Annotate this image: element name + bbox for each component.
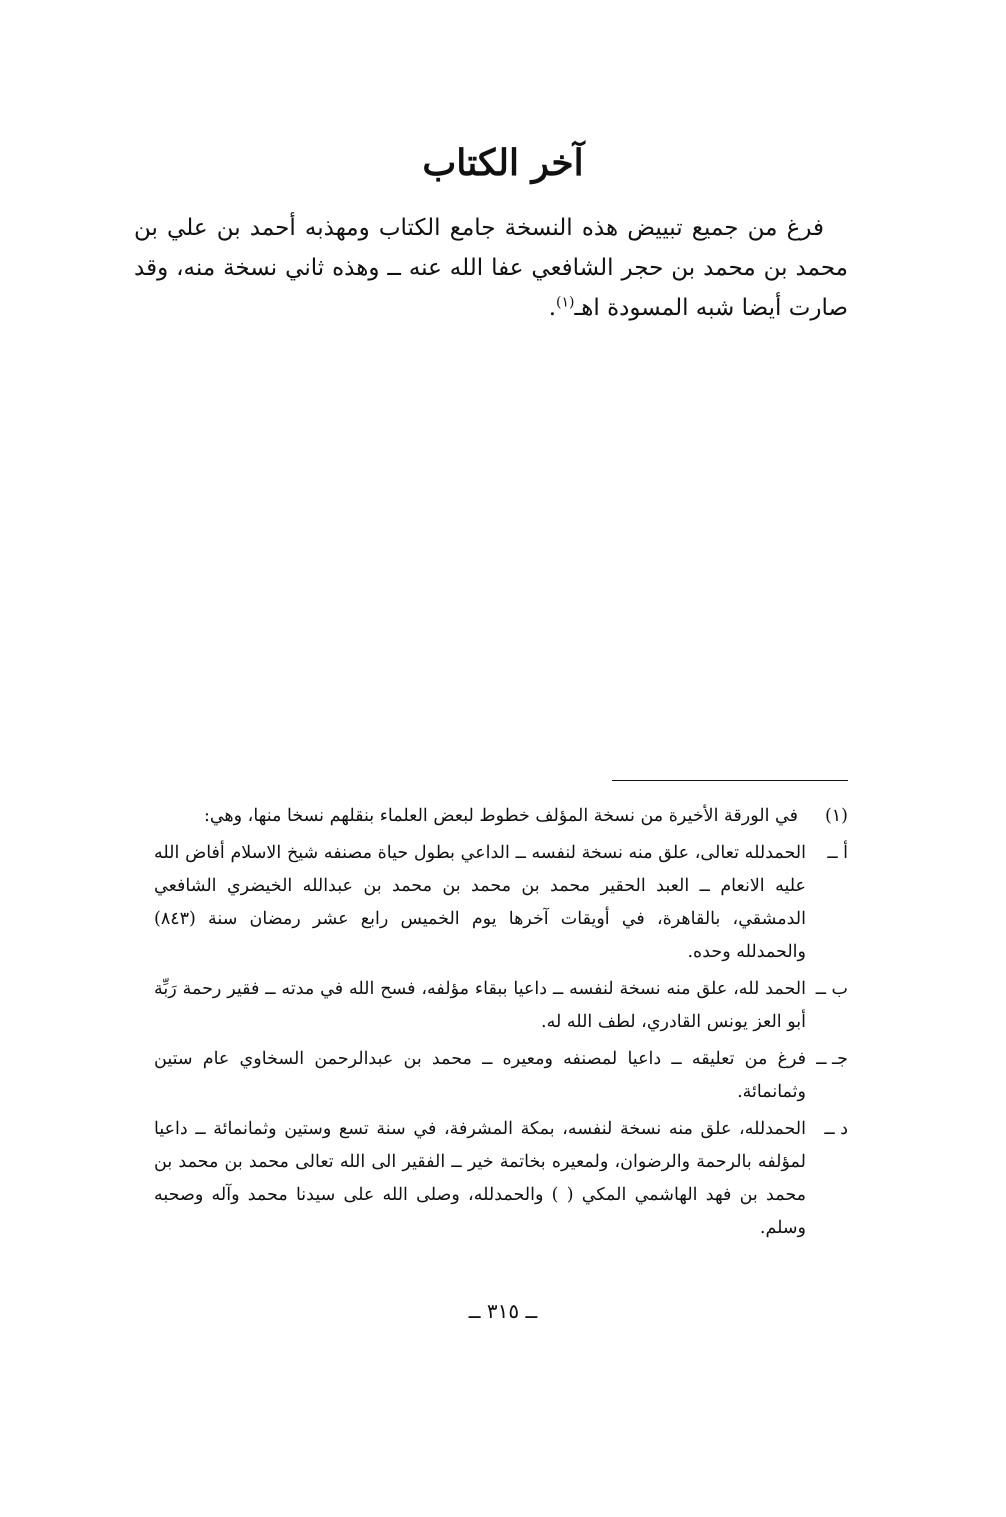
footnote-item-text: فرغ من تعليقه ــ داعيا لمصنفه ومعيره ــ محمد بن عبدالرحمن السخاوي عام ستين وثمانمائة.	[154, 1049, 806, 1102]
footnote-number: (١)	[824, 806, 848, 826]
footnote-item	[134, 1113, 848, 1245]
footnotes-section	[134, 800, 848, 1245]
footnote-item-marker: أ ــ	[827, 843, 848, 863]
footnote-intro-row	[134, 800, 848, 833]
footnote-item	[134, 973, 848, 1039]
footnote-item-text: الحمدلله، علق منه نسخة لنفسه، بمكة المشرفة، في سنة تسع وستين وثمانمائة ــ داعيا لمؤلفه بالرحمة والرضوان، ولمعيره بخاتمة خير ــ الفقير الى الله تعالى محمد بن محمد بن محمد بن فهد الهاشمي المكي ( ) والحمدلله، وصلى الله على سيدنا محمد وآله وصحبه وسلم.	[154, 1119, 806, 1238]
footnote-item-text: الحمد لله، علق منه نسخة لنفسه ــ داعيا ببقاء مؤلفه، فسح الله في مدته ــ فقير رحمة رَبِّة أبو العز يونس القادري، لطف الله له.	[154, 979, 806, 1032]
page-number: ــ ٣١٥ ــ	[468, 1299, 538, 1323]
footnote-item-marker: ب ــ	[815, 979, 848, 999]
footnote-reference[interactable]: (١)	[556, 294, 575, 311]
footnote-divider	[612, 780, 848, 781]
footnote-item-marker: جـ ــ	[816, 1049, 848, 1069]
footnote-intro: في الورقة الأخيرة من نسخة المؤلف خطوط لبعض العلماء بنقلهم نسخا منها، وهي:	[203, 806, 798, 826]
footnote-item	[134, 1043, 848, 1109]
footnote-item	[134, 837, 848, 969]
colophon-text: فرغ من جميع تبييض هذه النسخة جامع الكتاب ومهذبه أحمد بن علي بن محمد بن محمد بن حجر الشافعي عفا الله عنه ــ وهذه ثاني نسخة منه، وقد صارت أيضا شبه المسودة اهـ	[134, 215, 848, 321]
colophon-end-mark: .	[548, 295, 557, 321]
colophon-paragraph	[134, 208, 848, 328]
page-title: آخر الكتاب	[422, 142, 584, 184]
footnote-item-marker: د ــ	[824, 1119, 848, 1139]
footnote-item-text: الحمدلله تعالى، علق منه نسخة لنفسه ــ الداعي بطول حياة مصنفه شيخ الاسلام أفاض الله عليه الانعام ــ العبد الحقير محمد بن محمد بن محمد بن عبدالله الخيضري الشافعي الدمشقي، بالقاهرة، في أويقات آخرها يوم الخميس رابع عشر رمضان سنة (٨٤٣) والحمدلله وحده.	[154, 843, 806, 962]
